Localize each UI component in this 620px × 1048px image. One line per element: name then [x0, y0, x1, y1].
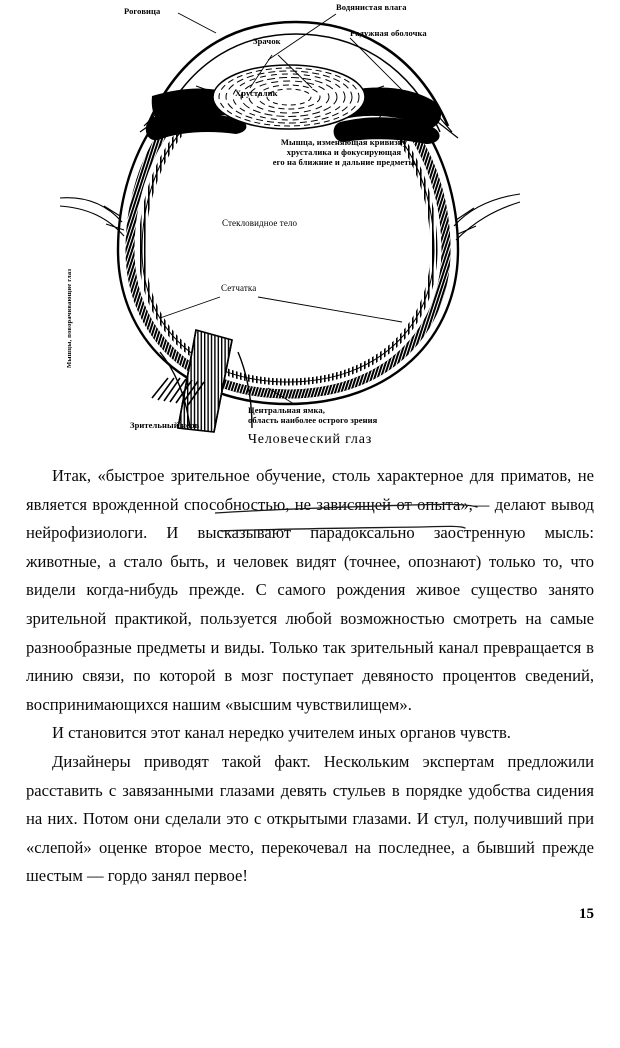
paragraph-2: И становится этот канал нередко учителем иных органов чувств.	[52, 723, 511, 743]
label-iris: Радужная оболочка	[350, 28, 427, 38]
label-fovea-line1: Центральная ямка,	[248, 405, 325, 415]
extraocular-muscle-lines-right	[454, 194, 520, 240]
label-ciliary-muscle-line3: его на ближние и дальние предметы	[272, 157, 416, 168]
label-ciliary-muscle-line2: хрусталика и фокусирующая	[286, 147, 402, 158]
label-lens: Хрусталик	[235, 88, 278, 98]
paragraph-1: Итак, «быстрое зрительное обучение, столь характерное для приматов, не является врожденной способностью, не зависящей от опыта»,— делают вывод нейрофизиологи. И высказывают парадоксально заостренную мысль: животные, а стало быть, и человек видят (точнее, опознают) только то, что видели когда-нибудь прежде. С самого рождения живое существо занято зрительной практикой, пользуется любой возможностью смотреть на самые разнообразные предметы и виды. Только так зрительный канал превращается в линию связи, по которой в мозг поступает девяносто процентов сведений, воспринимающихся нашим «высшим чувствилищем».	[26, 466, 594, 714]
label-vitreous-body: Стекловидное тело	[222, 218, 298, 228]
extraocular-muscle-lines	[60, 198, 124, 236]
page-body-text	[26, 462, 594, 891]
eye-diagram-drawing	[0, 0, 620, 455]
label-extraocular-muscles: Мышцы, поворачивающие глаз	[66, 268, 73, 368]
label-retina: Сетчатка	[221, 283, 257, 293]
label-optic-nerve: Зрительный нерв	[130, 420, 200, 430]
label-pupil: Зрачок	[253, 36, 281, 46]
paragraph-3: Дизайнеры приводят такой факт. Нескольким экспертам предложили расставить с завязанными глазами девять стульев в порядке удобства сидения на них. Потом они сделали это с открытыми глазами. И стул, получивший при «слепой» оценке второе место, перекочевал на последнее, а бывший прежде шестым — гордо занял первое!	[26, 751, 594, 886]
label-aqueous-humor: Водянистая влага	[336, 2, 407, 12]
label-fovea-line2: область наиболее острого зрения	[248, 415, 378, 426]
eye-anatomy-figure	[0, 0, 620, 455]
label-cornea: Роговица	[124, 6, 161, 16]
label-fovea	[248, 405, 430, 425]
page-number: 15	[579, 906, 594, 922]
figure-caption: Человеческий глаз	[247, 432, 373, 447]
label-ciliary-muscle	[247, 137, 441, 167]
label-ciliary-muscle-line1: Мышца, изменяющая кривизну	[280, 137, 408, 147]
